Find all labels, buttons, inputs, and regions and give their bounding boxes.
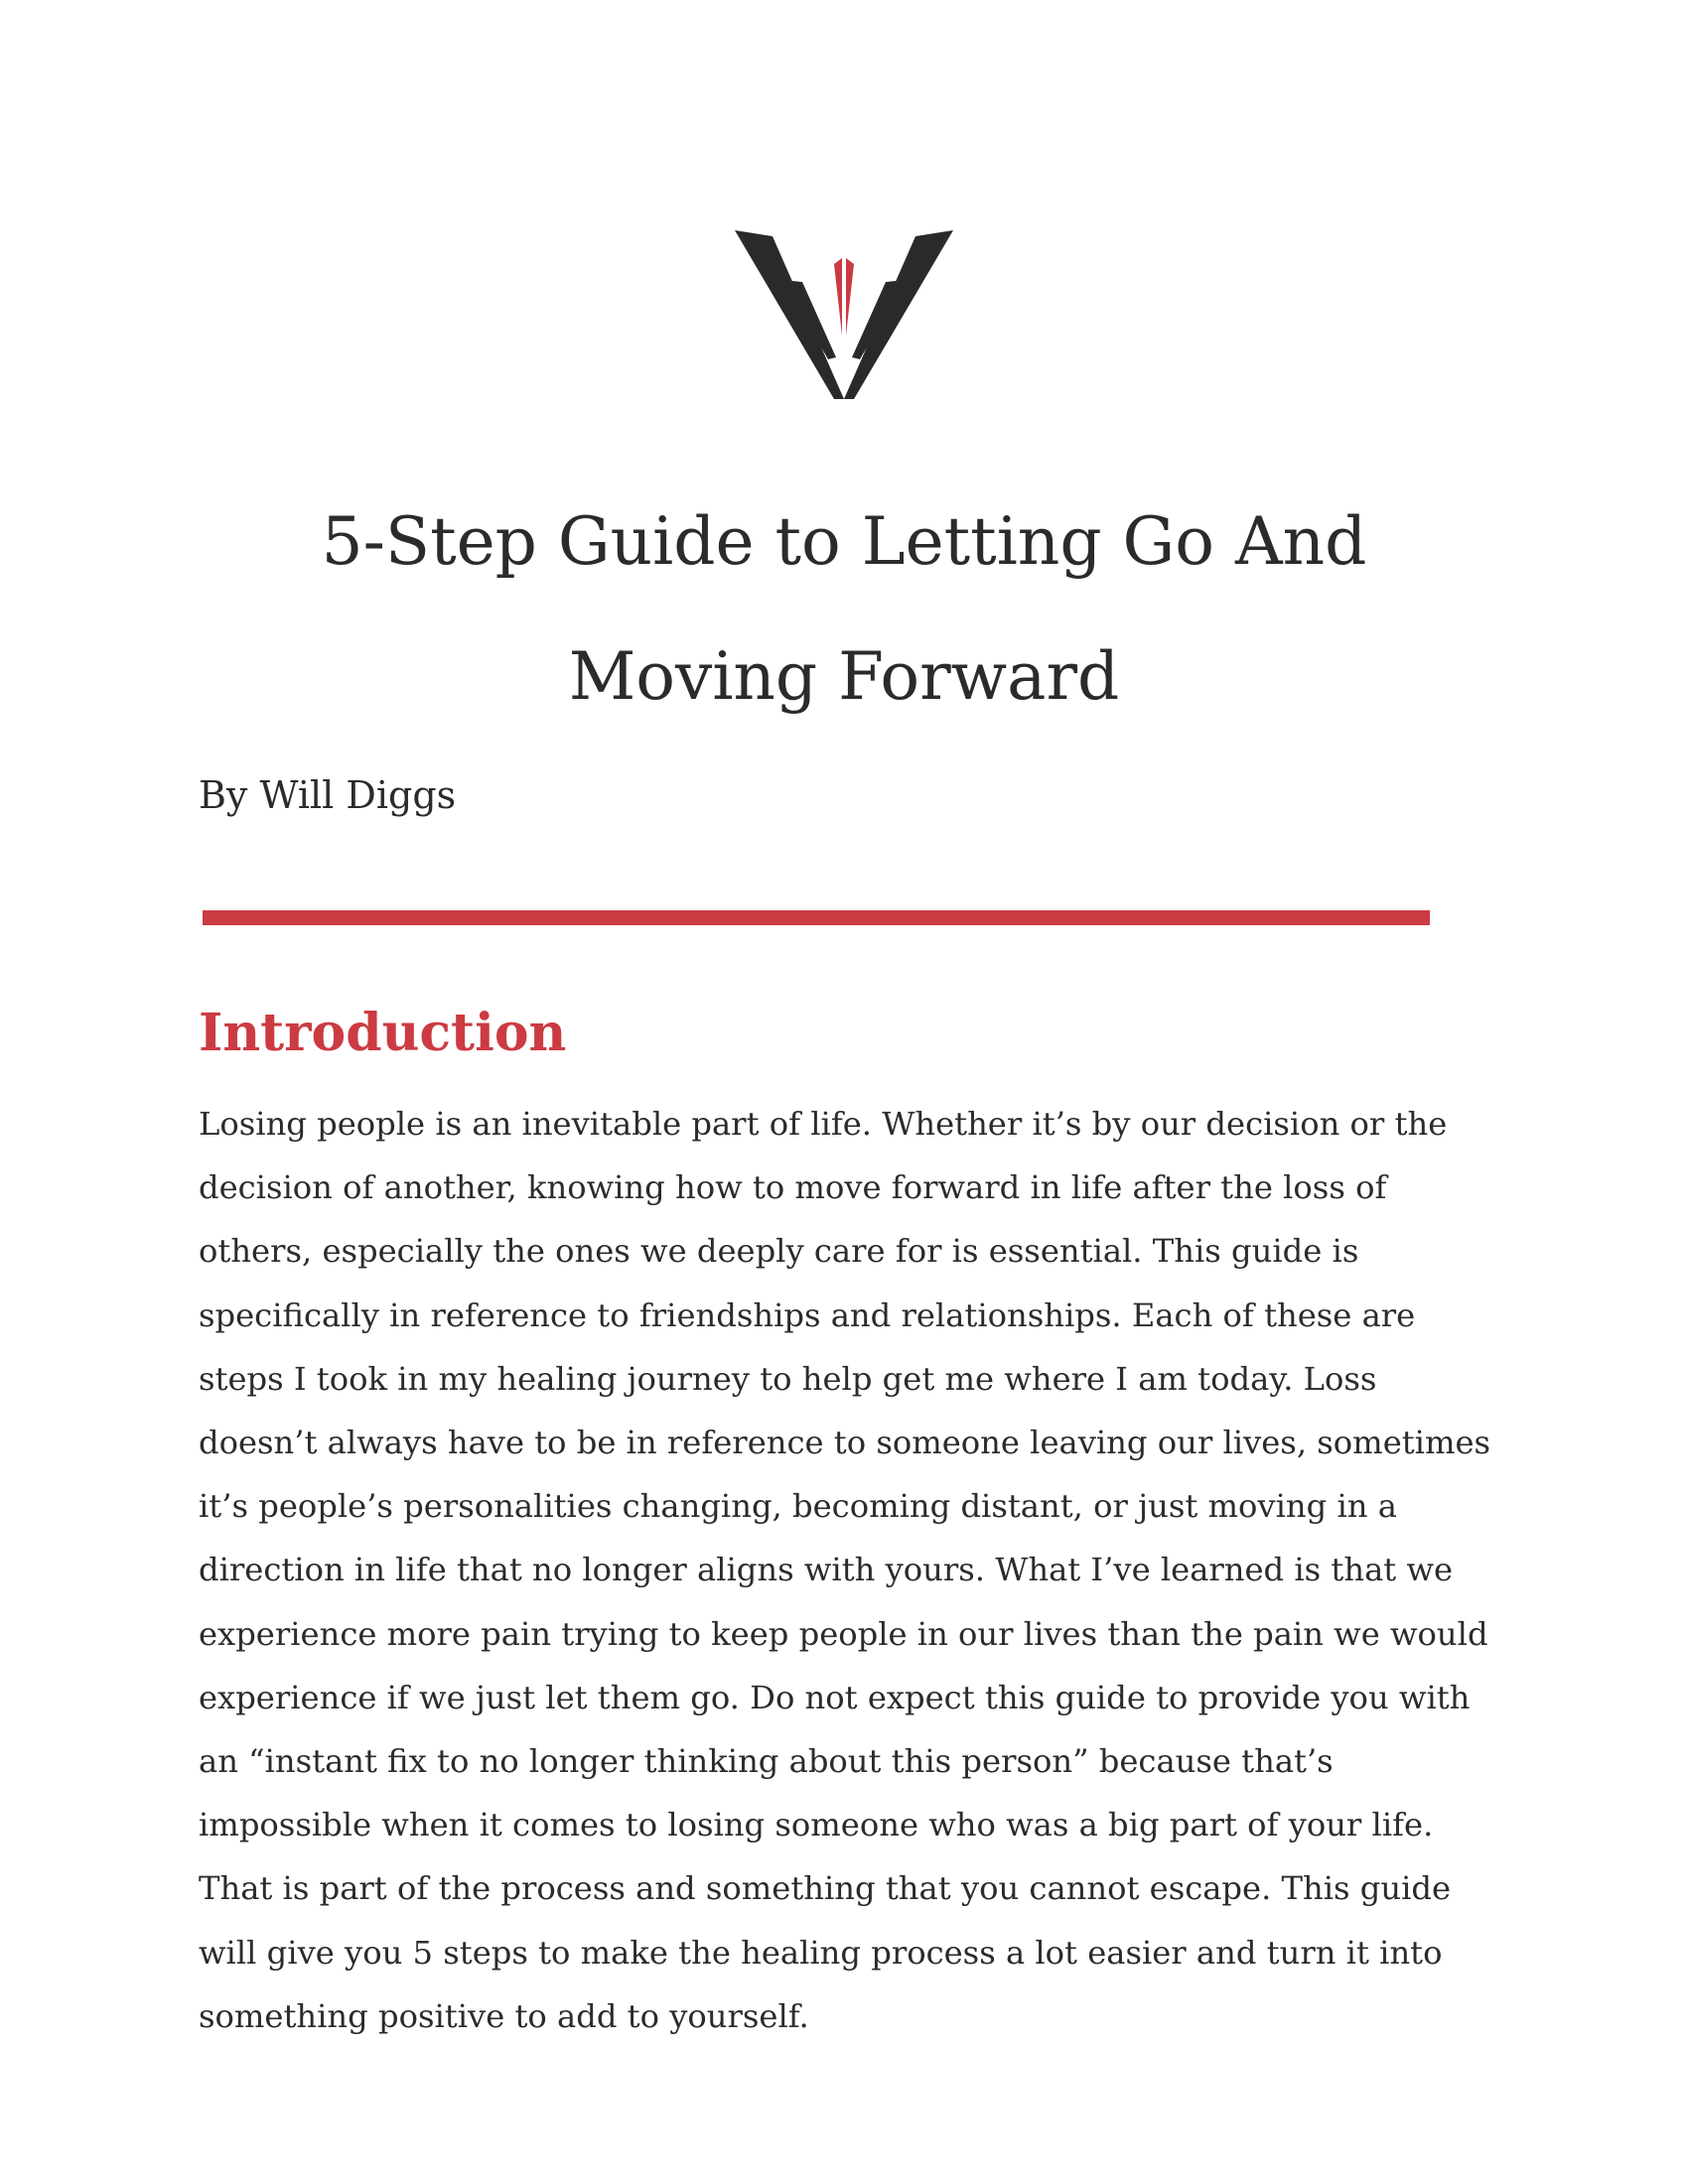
logo-outer-right-stroke [844, 230, 953, 399]
brand-logo [733, 224, 955, 403]
accent-divider [203, 910, 1430, 925]
section-heading-introduction: Introduction [199, 1003, 567, 1063]
introduction-paragraph: Losing people is an inevitable part of life. Whether it’s by our decision or the decision of another, knowing how to move forward in life after the loss of others, especially the ones we deeply care for is essential. This guide is specifically in reference to friendships and relationships. Each of these are steps I took in my healing journey to help get me where I am today. Loss doesn’t always have to be in reference to someone leaving our lives, sometimes it’s people’s personalities changing, becoming distant, or just moving in a direction in life that no longer aligns with yours. What I’ve learned is that we experience more pain trying to keep people in our lives than the pain we would experience if we just let them go. Do not expect this guide to provide you with an “instant fix to no longer thinking about this person” because that’s impossible when it comes to losing someone who was a big part of your life. That is part of the process and something that you cannot escape. This guide will give you 5 steps to make the healing process a lot easier and turn it into something positive to add to yourself. [199, 1105, 1491, 2035]
logo-red-diamond-left [834, 258, 842, 336]
w-chevron-logo-icon [733, 224, 955, 403]
logo-red-diamond-right [846, 258, 854, 336]
logo-outer-left-stroke [735, 230, 844, 399]
author-byline: By Will Diggs [199, 773, 457, 817]
document-title: 5-Step Guide to Letting Go And Moving Forward [321, 503, 1367, 715]
